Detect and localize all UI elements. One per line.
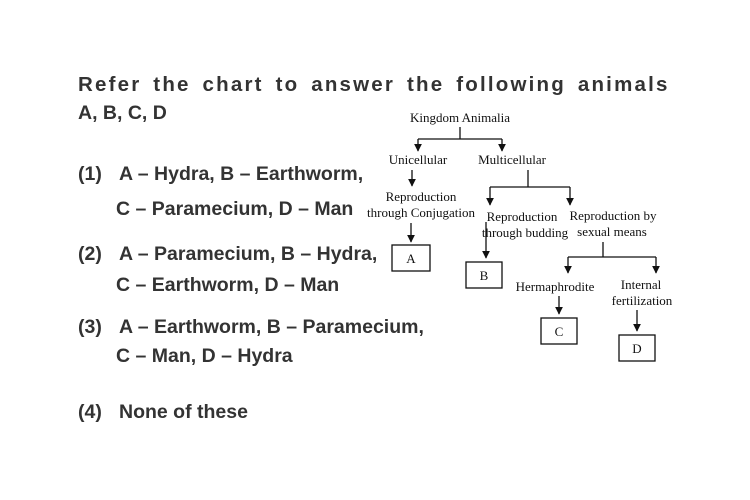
label-c: C bbox=[554, 324, 564, 339]
option-3-line2: C – Man, D – Hydra bbox=[116, 345, 293, 367]
node-internal-line1: Internal bbox=[620, 277, 662, 292]
option-4-number: (4) bbox=[78, 401, 102, 423]
option-1-number: (1) bbox=[78, 163, 102, 185]
connector-sexual bbox=[568, 242, 656, 273]
node-kingdom-animalia: Kingdom Animalia bbox=[409, 110, 511, 125]
connector-multicellular bbox=[490, 170, 570, 205]
label-a: A bbox=[406, 251, 416, 266]
connector-root bbox=[418, 127, 502, 151]
node-budding-line2: through budding bbox=[481, 225, 569, 240]
option-1-line1: A – Hydra, B – Earthworm, bbox=[119, 163, 364, 185]
node-unicellular: Unicellular bbox=[388, 152, 448, 167]
node-budding-line1: Reproduction bbox=[486, 209, 558, 224]
question-text-line2: A, B, C, D bbox=[78, 102, 167, 124]
option-2-number: (2) bbox=[78, 243, 102, 265]
node-multicellular: Multicellular bbox=[478, 152, 546, 167]
node-conjugation-line2: through Conjugation bbox=[367, 205, 475, 220]
option-3-line1: A – Earthworm, B – Paramecium, bbox=[119, 316, 424, 338]
option-2-line2: C – Earthworm, D – Man bbox=[116, 274, 340, 296]
node-conjugation-line1: Reproduction bbox=[385, 189, 457, 204]
option-1-line2: C – Paramecium, D – Man bbox=[116, 198, 354, 220]
option-3-number: (3) bbox=[78, 316, 102, 338]
label-d: D bbox=[632, 341, 642, 356]
question-text-line1: Refer the chart to answer the following animals bbox=[78, 73, 670, 96]
node-sexual-line1: Reproduction by bbox=[569, 208, 657, 223]
node-hermaphrodite: Hermaphrodite bbox=[515, 279, 595, 294]
label-b: B bbox=[479, 268, 489, 283]
option-4-line1: None of these bbox=[119, 401, 248, 423]
option-2-line1: A – Paramecium, B – Hydra, bbox=[119, 243, 378, 265]
node-sexual-line2: sexual means bbox=[577, 224, 647, 239]
node-internal-line2: fertilization bbox=[611, 293, 673, 308]
